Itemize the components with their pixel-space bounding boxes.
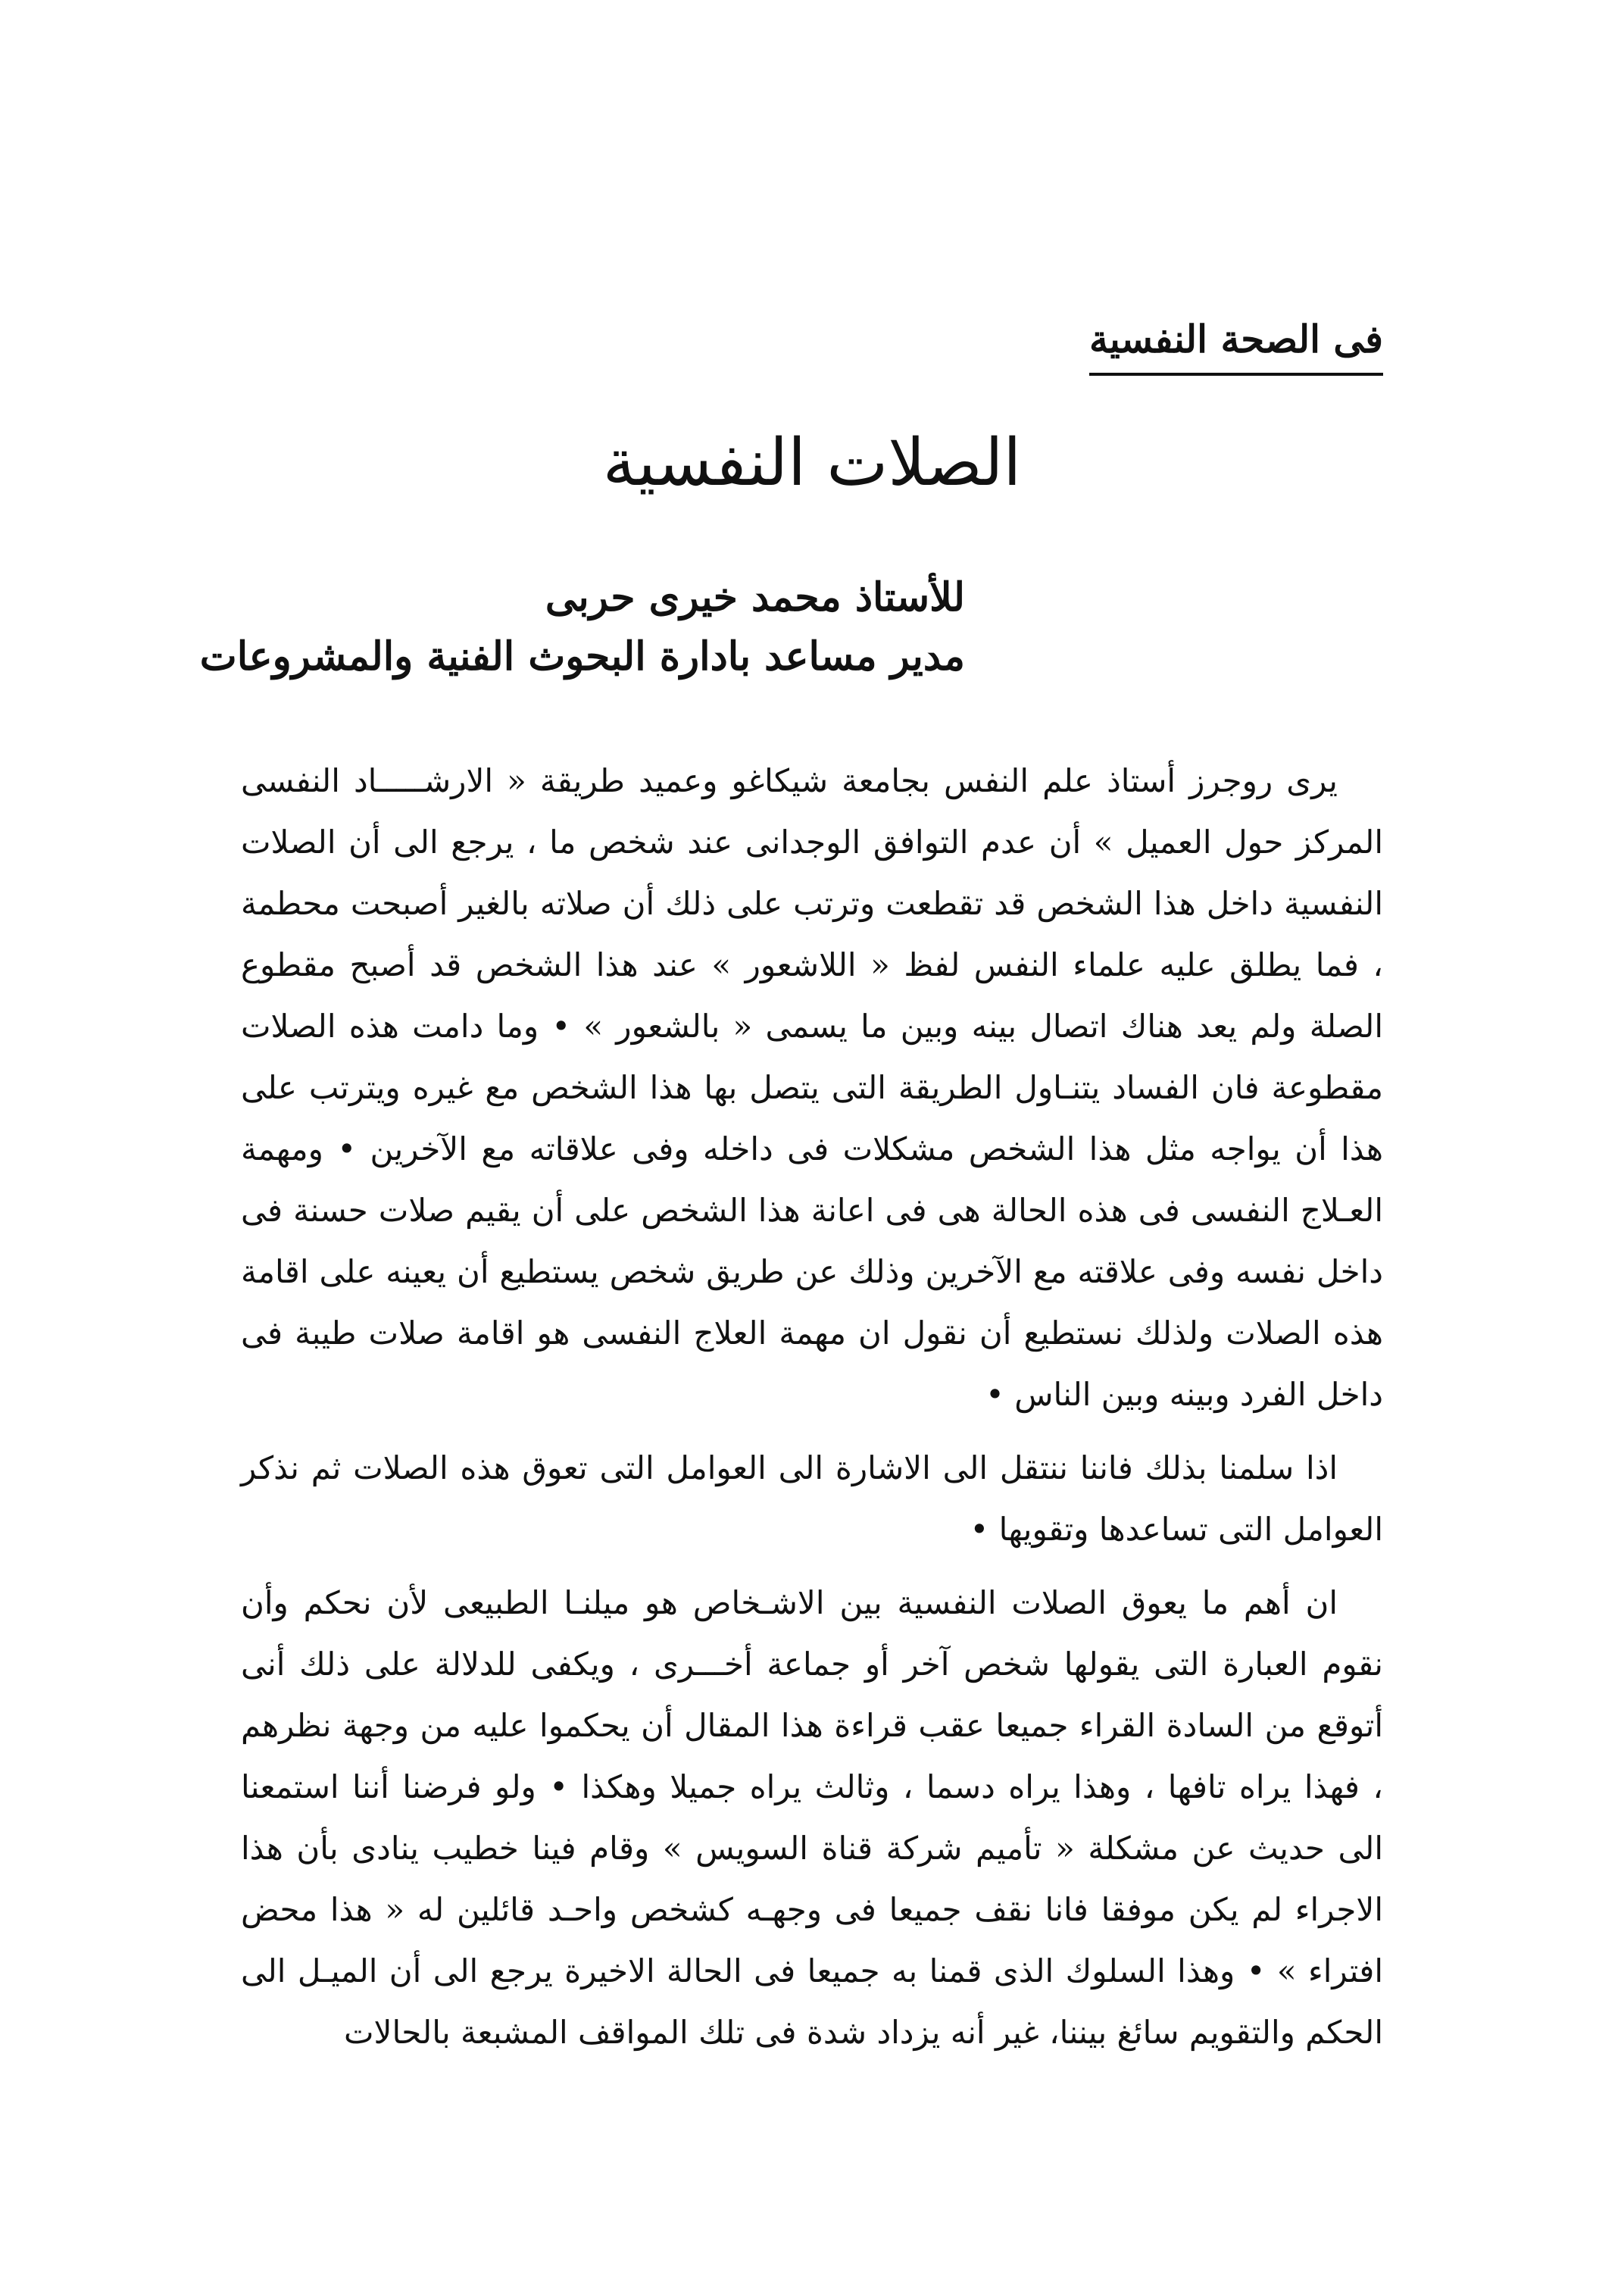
author-name: للأستاذ محمد خيرى حربى: [545, 574, 965, 620]
article-body: [241, 750, 1383, 2075]
author-byline: [199, 568, 965, 686]
section-label: فى الصحة النفسية: [1089, 317, 1383, 376]
article-title: الصلات النفسية: [602, 425, 1022, 501]
author-role: مدير مساعد بادارة البحوث الفنية والمشروعات: [199, 633, 965, 680]
body-paragraph-2: اذا سلمنا بذلك فاننا ننتقل الى الاشارة الى العوامل التى تعوق هذه الصلات ثم نذكر العوامل التى تساعدها وتقويها •: [241, 1449, 1383, 1548]
body-paragraph-3: ان أهم ما يعوق الصلات النفسية بين الاشـخاص هو ميلنـا الطبيعى لأن نحكم وأن نقوم العبارة التى يقولها شخص آخر أو جماعة أخـــرى ، ويكفى للدلالة على ذلك أنى أتوقع من السادة القراء جميعا عقب قراءة هذا المقال أن يحكموا عليه من وجهة نظرهم ، فهذا يراه تافها ، وهذا يراه دسما ، وثالث يراه جميلا وهكذا • ولو فرضنا أننا استمعنا الى حديث عن مشكلة « تأميم شركة قناة السويس » وقام فينا خطيب ينادى بأن هذا الاجراء لم يكن موفقا فانا نقف جميعا فى وجهـه كشخص واحـد قائلين له « هذا محض افتراء » • وهذا السلوك الذى قمنا به جميعا فى الحالة الاخيرة يرجع الى أن الميـل الى الحكم والتقويم سائغ بيننا، غير أنه يزداد شدة فى تلك المواقف المشبعة بالحالات: [241, 1584, 1383, 2051]
body-paragraph-1: يرى روجرز أستاذ علم النفس بجامعة شيكاغو وعميد طريقة « الارشـــــاد النفسى المركز حول العميل » أن عدم التوافق الوجدانى عند شخص ما ، يرجع الى أن الصلات النفسية داخل هذا الشخص قد تقطعت وترتب على ذلك أن صلاته بالغير أصبحت محطمة ، فما يطلق عليه علماء النفس لفظ « اللاشعور » عند هذا الشخص قد أصبح مقطوع الصلة ولم يعد هناك اتصال بينه وبين ما يسمى « بالشعور » • وما دامت هذه الصلات مقطوعة فان الفساد يتنـاول الطريقة التى يتصل بها هذا الشخص مع غيره ويترتب على هذا أن يواجه مثل هذا الشخص مشكلات فى داخله وفى علاقاته مع الآخرين • ومهمة العـلاج النفسى فى هذه الحالة هى فى اعانة هذا الشخص على أن يقيم صلات حسنة فى داخل نفسه وفى علاقته مع الآخرين وذلك عن طريق شخص يستطيع أن يعينه على اقامة هذه الصلات ولذلك نستطيع أن نقول ان مهمة العلاج النفسى هو اقامة صلات طيبة فى داخل الفرد وبينه وبين الناس •: [241, 762, 1383, 1413]
